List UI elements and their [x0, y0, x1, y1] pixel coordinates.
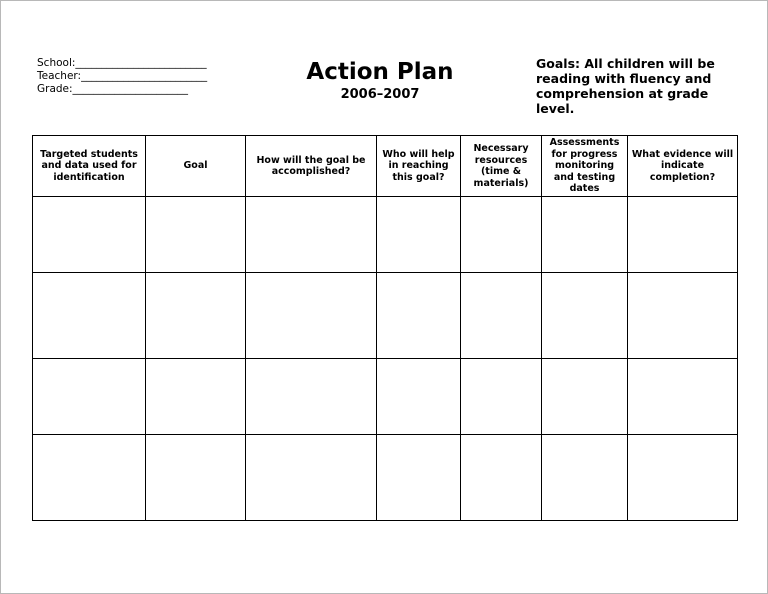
header-targeted-students: Targeted students and data used for identification [33, 136, 146, 197]
action-plan-table [32, 135, 738, 521]
table-cell[interactable] [628, 435, 738, 521]
grade-field[interactable]: Grade:______________________ [37, 83, 189, 95]
table-cell[interactable] [377, 273, 461, 359]
table-cell[interactable] [542, 273, 628, 359]
table-cell[interactable] [377, 359, 461, 435]
table-cell[interactable] [146, 359, 246, 435]
teacher-field[interactable]: Teacher:________________________ [37, 70, 208, 82]
header-assessments: Assessments for progress monitoring and testing dates [542, 136, 628, 197]
header-fields [37, 57, 207, 96]
table-header-row [33, 136, 738, 197]
header-who-will-help: Who will help in reaching this goal? [377, 136, 461, 197]
table-cell[interactable] [542, 359, 628, 435]
page-title: Action Plan [306, 59, 454, 85]
table-cell[interactable] [628, 273, 738, 359]
table-row [33, 435, 738, 521]
table-cell[interactable] [542, 435, 628, 521]
page-subtitle: 2006–2007 [340, 87, 420, 102]
table-cell[interactable] [628, 359, 738, 435]
table-cell[interactable] [146, 197, 246, 273]
school-field[interactable]: School:_________________________ [37, 57, 207, 69]
table-cell[interactable] [146, 435, 246, 521]
table-cell[interactable] [461, 197, 542, 273]
table-cell[interactable] [33, 273, 146, 359]
table-row [33, 273, 738, 359]
table-cell[interactable] [246, 435, 377, 521]
table-cell[interactable] [33, 197, 146, 273]
table-cell[interactable] [377, 435, 461, 521]
table-row [33, 359, 738, 435]
table-cell[interactable] [377, 197, 461, 273]
header-evidence: What evidence will indicate completion? [628, 136, 738, 197]
header-necessary-resources: Necessary resources (time & materials) [461, 136, 542, 197]
table-cell[interactable] [33, 359, 146, 435]
header-goal: Goal [146, 136, 246, 197]
table-cell[interactable] [542, 197, 628, 273]
table-row [33, 197, 738, 273]
table-cell[interactable] [628, 197, 738, 273]
header-how-accomplished: How will the goal be accomplished? [246, 136, 377, 197]
table-cell[interactable] [246, 197, 377, 273]
table-cell[interactable] [246, 273, 377, 359]
table-cell[interactable] [461, 359, 542, 435]
table-cell[interactable] [461, 435, 542, 521]
table-cell[interactable] [461, 273, 542, 359]
table-cell[interactable] [146, 273, 246, 359]
table-cell[interactable] [246, 359, 377, 435]
goals-statement: Goals: All children will be reading with fluency and comprehension at grade level. [536, 56, 715, 116]
table-cell[interactable] [33, 435, 146, 521]
